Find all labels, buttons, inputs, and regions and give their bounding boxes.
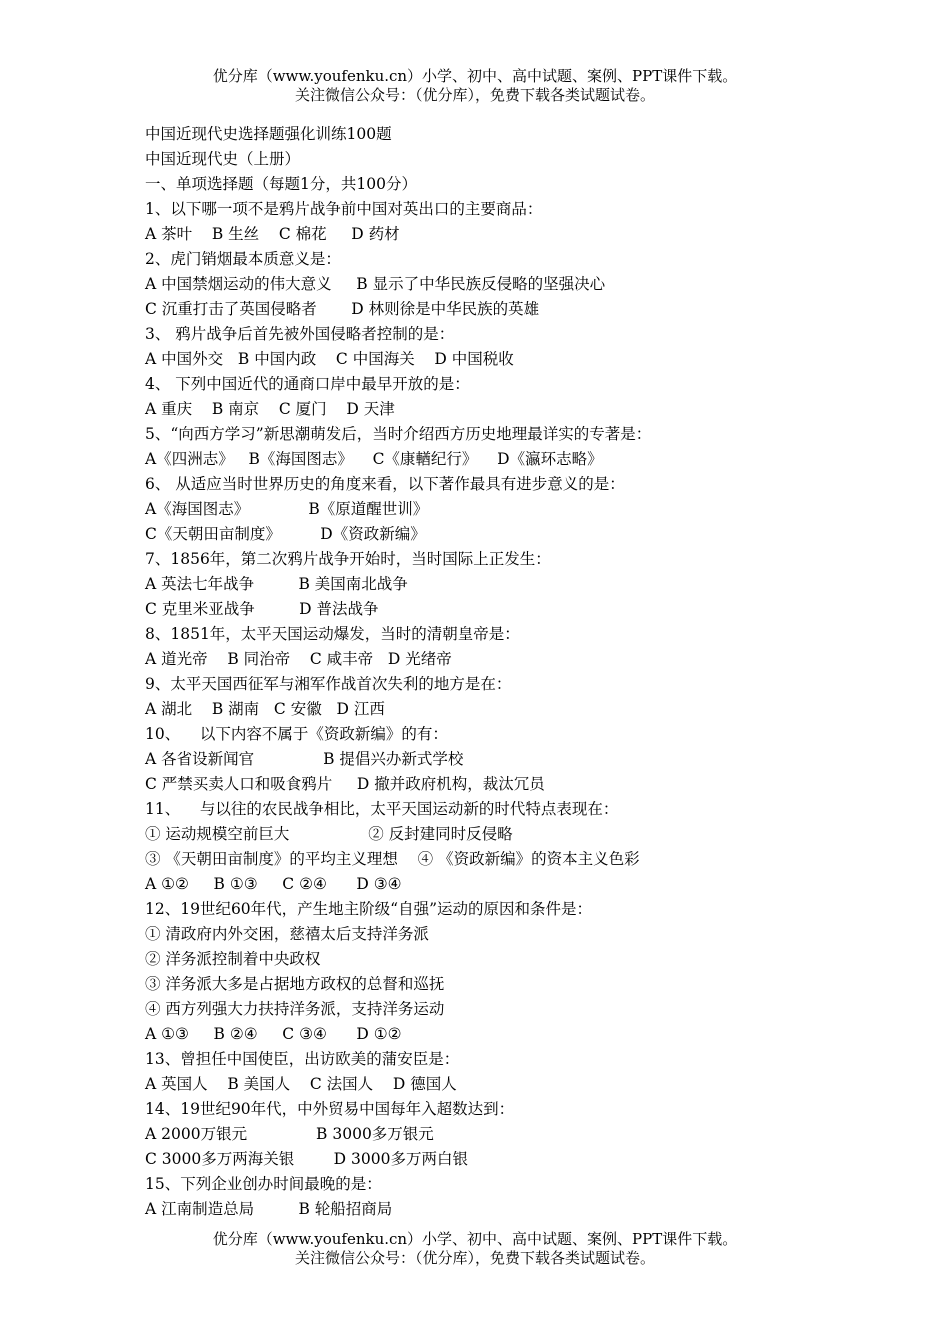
question-options-line: A 2000万银元 B 3000多万银元 (145, 1125, 434, 1143)
question-options-line: ③ 洋务派大多是占据地方政权的总督和巡抚 (145, 975, 445, 993)
question-options-line: A 道光帝 B 同治帝 C 咸丰帝 D 光绪帝 (145, 650, 452, 668)
question-15 (145, 1172, 865, 1222)
question-stem: 13、曾担任中国使臣，出访欧美的蒲安臣是： (145, 1050, 460, 1068)
question-options-line: A 中国禁烟运动的伟大意义 B 显示了中华民族反侵略的坚强决心 (145, 275, 606, 293)
question-8 (145, 622, 865, 672)
question-stem: 2、虎门销烟最本质意义是： (145, 250, 341, 268)
question-14 (145, 1097, 865, 1172)
page-header (0, 67, 950, 105)
question-options-line: A 重庆 B 南京 C 厦门 D 天津 (145, 400, 395, 418)
document-body (145, 122, 865, 1222)
question-stem: 10、 以下内容不属于《资政新编》的有： (145, 725, 448, 743)
question-options-line: C 严禁买卖人口和吸食鸦片 D 撤并政府机构，裁汰冗员 (145, 775, 545, 793)
question-6 (145, 472, 865, 547)
question-options-line: A 各省设新闻官 B 提倡兴办新式学校 (145, 750, 464, 768)
question-stem: 14、19世纪90年代，中外贸易中国每年入超数达到： (145, 1100, 515, 1118)
page-footer (0, 1230, 950, 1268)
question-5 (145, 422, 865, 472)
question-1 (145, 197, 865, 247)
question-stem: 1、以下哪一项不是鸦片战争前中国对英出口的主要商品： (145, 200, 543, 218)
question-options-line: A 英法七年战争 B 美国南北战争 (145, 575, 408, 593)
section-heading: 一、单项选择题（每题1分，共100分） (145, 175, 417, 193)
question-options-line: A ①② B ①③ C ②④ D ③④ (145, 875, 402, 893)
question-options-line: A ①③ B ②④ C ③④ D ①② (145, 1025, 402, 1043)
header-line-1: 优分库（www.youfenku.cn）小学、初中、高中试题、案例、PPT课件下载。 (212, 67, 738, 85)
question-stem: 4、 下列中国近代的通商口岸中最早开放的是： (145, 375, 470, 393)
question-12 (145, 897, 865, 1047)
question-options-line: A 湖北 B 湖南 C 安徽 D 江西 (145, 700, 385, 718)
question-options-line: ② 洋务派控制着中央政权 (145, 950, 321, 968)
footer-line-1: 优分库（www.youfenku.cn）小学、初中、高中试题、案例、PPT课件下载。 (212, 1230, 738, 1248)
question-2 (145, 247, 865, 322)
question-options-line: A 英国人 B 美国人 C 法国人 D 德国人 (145, 1075, 457, 1093)
question-options-line: A 中国外交 B 中国内政 C 中国海关 D 中国税收 (145, 350, 514, 368)
question-13 (145, 1047, 865, 1097)
question-stem: 11、 与以往的农民战争相比，太平天国运动新的时代特点表现在： (145, 800, 619, 818)
question-options-line: ① 运动规模空前巨大 ② 反封建同时反侵略 (145, 825, 513, 843)
question-options-line: ③ 《天朝田亩制度》的平均主义理想 ④ 《资政新编》的资本主义色彩 (145, 850, 640, 868)
question-stem: 8、1851年，太平天国运动爆发，当时的清朝皇帝是： (145, 625, 520, 643)
question-options-line: A《海国图志》 B《原道醒世训》 (145, 500, 429, 518)
question-options-line: A 茶叶 B 生丝 C 棉花 D 药材 (145, 225, 400, 243)
question-stem: 15、下列企业创办时间最晚的是： (145, 1175, 382, 1193)
question-9 (145, 672, 865, 722)
document-title: 中国近现代史选择题强化训练100题 (145, 125, 392, 143)
question-list (145, 197, 865, 1222)
question-stem: 9、太平天国西征军与湘军作战首次失利的地方是在： (145, 675, 512, 693)
question-stem: 7、1856年，第二次鸦片战争开始时，当时国际上正发生： (145, 550, 551, 568)
question-10 (145, 722, 865, 797)
question-stem: 12、19世纪60年代，产生地主阶级“自强”运动的原因和条件是： (145, 900, 593, 918)
header-line-2: 关注微信公众号：（优分库），免费下载各类试题试卷。 (294, 86, 655, 104)
question-stem: 5、“向西方学习”新思潮萌发后，当时介绍西方历史地理最详实的专著是： (145, 425, 652, 443)
question-options-line: A 江南制造总局 B 轮船招商局 (145, 1200, 393, 1218)
volume-title: 中国近现代史（上册） (145, 150, 301, 168)
question-options-line: C 3000多万两海关银 D 3000多万两白银 (145, 1150, 468, 1168)
question-options-line: C 克里米亚战争 D 普法战争 (145, 600, 379, 618)
question-3 (145, 322, 865, 372)
question-7 (145, 547, 865, 622)
question-stem: 3、 鸦片战争后首先被外国侵略者控制的是： (145, 325, 455, 343)
question-options-line: ① 清政府内外交困，慈禧太后支持洋务派 (145, 925, 429, 943)
question-options-line: ④ 西方列强大力扶持洋务派，支持洋务运动 (145, 1000, 445, 1018)
question-options-line: A《四洲志》 B《海国图志》 C《康輶纪行》 D《瀛环志略》 (145, 450, 603, 468)
question-4 (145, 372, 865, 422)
question-options-line: C《天朝田亩制度》 D《资政新编》 (145, 525, 426, 543)
footer-line-2: 关注微信公众号：（优分库），免费下载各类试题试卷。 (294, 1249, 655, 1267)
question-stem: 6、 从适应当时世界历史的角度来看，以下著作最具有进步意义的是： (145, 475, 625, 493)
question-11 (145, 797, 865, 897)
question-options-line: C 沉重打击了英国侵略者 D 林则徐是中华民族的英雄 (145, 300, 540, 318)
